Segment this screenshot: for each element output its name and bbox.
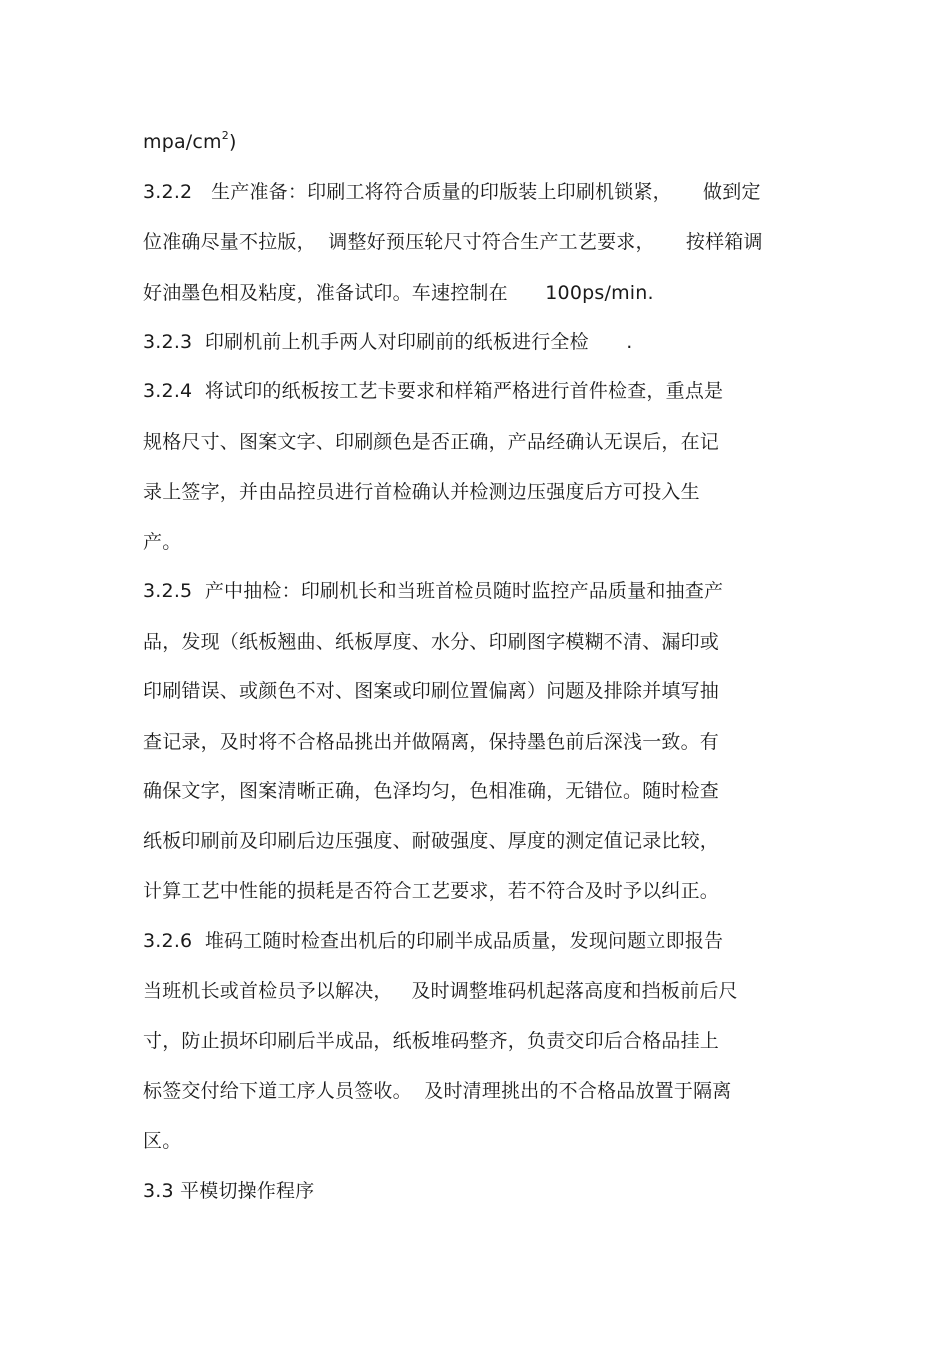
text-line: 规格尺寸、图案文字、印刷颜色是否正确，产品经确认无误后，在记 — [143, 431, 720, 453]
text-line: 区。 — [143, 1130, 182, 1152]
unit-close-paren: ) — [228, 131, 237, 153]
text-line: 录上签字，并由品控员进行首检确认并检测边压强度后方可投入生 — [143, 481, 700, 503]
unit-text: mpa/cm — [143, 131, 222, 153]
text-line: 产。 — [143, 531, 182, 553]
text-line: 印刷错误、或颜色不对、图案或印刷位置偏离）问题及排除并填写抽 — [143, 680, 720, 702]
text-line: 纸板印刷前及印刷后边压强度、耐破强度、厚度的测定值记录比较， — [143, 830, 720, 852]
text-line: 确保文字，图案清晰正确，色泽均匀，色相准确，无错位。随时检查 — [143, 780, 720, 802]
text-line: 品，发现（纸板翘曲、纸板厚度、水分、印刷图字模糊不清、漏印或 — [143, 631, 720, 653]
text-line: 3.2.6 堆码工随时检查出机后的印刷半成品质量，发现问题立即报告 — [143, 930, 724, 952]
text-line: 当班机长或首检员予以解决， 及时调整堆码机起落高度和挡板前后尺 — [143, 980, 738, 1002]
text-line: 好油墨色相及粘度，准备试印。车速控制在 100ps/min. — [143, 282, 654, 304]
text-line: 3.2.2 生产准备：印刷工将符合质量的印版装上印刷机锁紧， 做到定 — [143, 181, 761, 203]
text-line-unit — [143, 130, 237, 154]
text-line: 3.2.5 产中抽检：印刷机长和当班首检员随时监控产品质量和抽查产 — [143, 580, 724, 602]
text-line: 查记录，及时将不合格品挑出并做隔离，保持墨色前后深浅一致。有 — [143, 731, 720, 753]
text-line: 计算工艺中性能的损耗是否符合工艺要求，若不符合及时予以纠正。 — [143, 880, 720, 902]
text-line: 标签交付给下道工序人员签收。 及时清理挑出的不合格品放置于隔离 — [143, 1080, 732, 1102]
unit-superscript: 2 — [221, 129, 229, 142]
text-line: 寸，防止损坏印刷后半成品，纸板堆码整齐，负责交印后合格品挂上 — [143, 1030, 720, 1052]
section-heading: 3.3 平模切操作程序 — [143, 1180, 315, 1202]
text-line: 3.2.3 印刷机前上机手两人对印刷前的纸板进行全检 . — [143, 331, 633, 353]
text-line: 位准确尽量不拉版， 调整好预压轮尺寸符合生产工艺要求， 按样箱调 — [143, 231, 763, 253]
text-line: 3.2.4 将试印的纸板按工艺卡要求和样箱严格进行首件检查，重点是 — [143, 380, 724, 402]
